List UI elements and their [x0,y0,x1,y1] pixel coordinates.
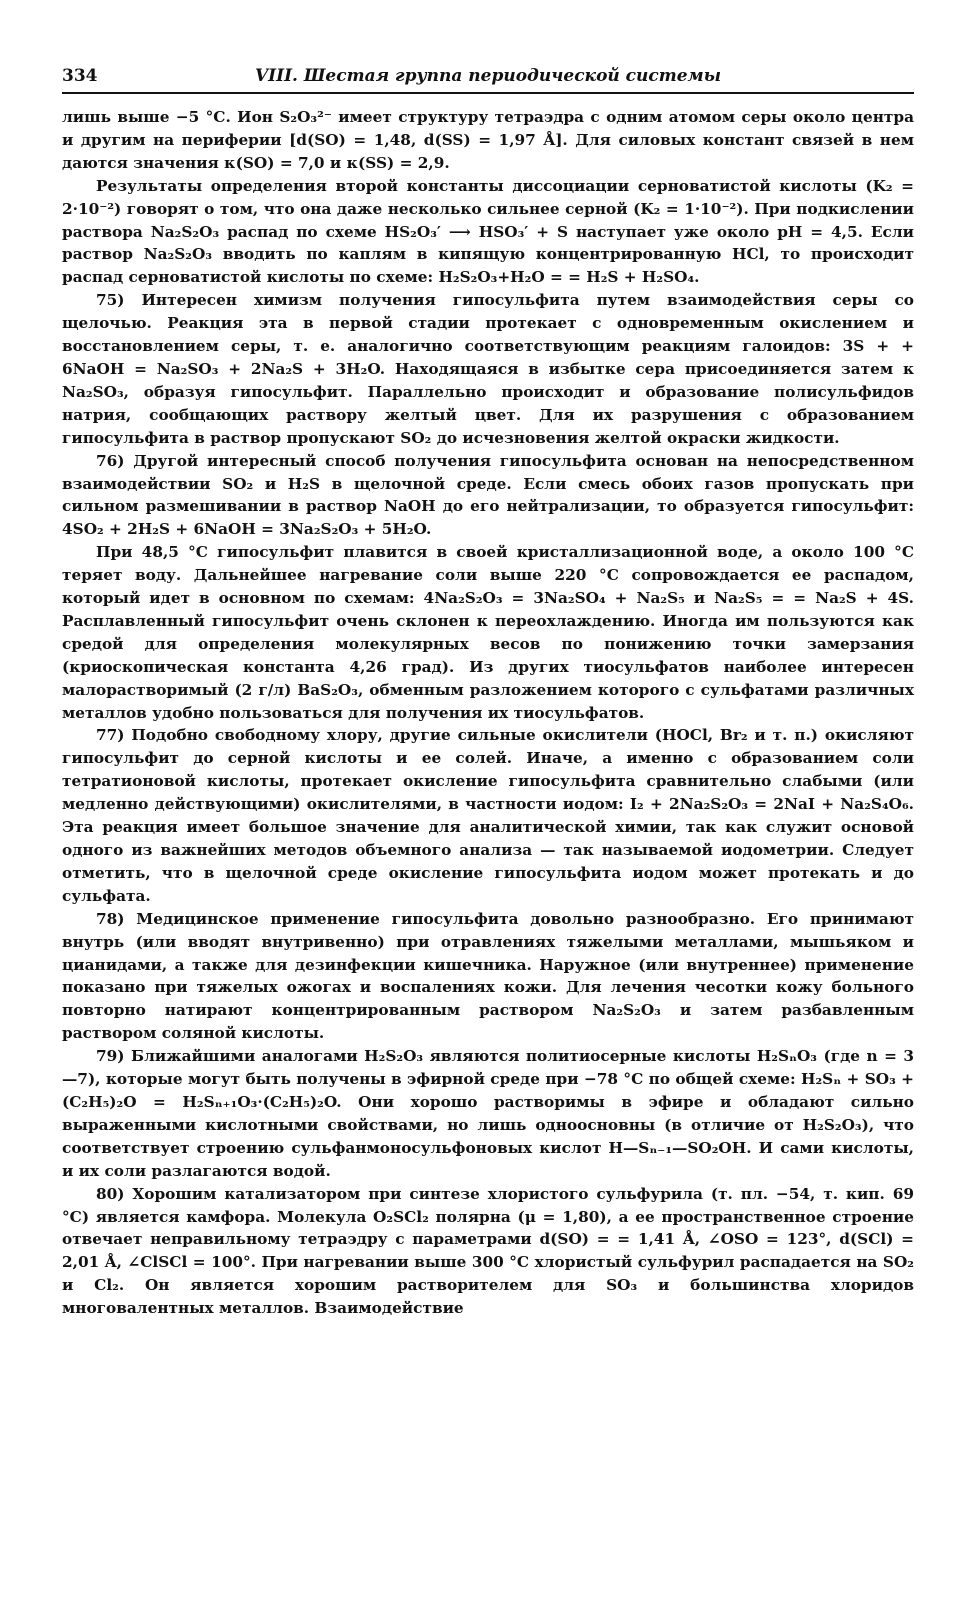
paragraph-note-76: 76) Другой интересный способ получения гипосульфита основан на непосредственном взаимодействии SO₂ и H₂S в щелочной среде. Если смесь обоих газов пропускать при сильном размешивании в раствор NaOH до его нейтрализации, то образуется гипосульфит: 4SO₂ + 2H₂S + 6NaOH = 3Na₂S₂O₃ + 5H₂O. [62,451,914,539]
page-header [62,66,914,94]
paragraph-note-78: 78) Медицинское применение гипосульфита довольно разнообразно. Его принимают внутрь (или вводят внутривенно) при отравлениях тяжелыми металлами, мышьяком и цианидами, а также для дезинфекции кишечника. Наружное (или внутреннее) применение показано при тяжелых ожогах и воспалениях кожи. Для лечения чесотки кожу больного повторно натирают концентрированным раствором Na₂S₂O₃ и затем разбавленным раствором соляной кислоты. [62,909,914,1043]
paragraph-note-77: 77) Подобно свободному хлору, другие сильные окислители (HOCl, Br₂ и т. п.) окисляют гипосульфит до серной кислоты и ее солей. Иначе, а именно с образованием соли тетратионовой кислоты, протекает окисление гипосульфита сравнительно слабыми (или медленно действующими) окислителями, в частности иодом: I₂ + 2Na₂S₂O₃ = 2NaI + Na₂S₄O₆. Эта реакция имеет большое значение для аналитической химии, так как служит основой одного из важнейших методов объемного анализа — так называемой иодометрии. Следует отметить, что в щелочной среде окисление гипосульфита иодом может протекать и до сульфата. [62,726,914,905]
paragraph-note-80: 80) Хорошим катализатором при синтезе хлористого сульфурила (т. пл. −54, т. кип. 69 °С) является камфора. Молекула O₂SCl₂ полярна (μ = 1,80), а ее пространственное строение отвечает неправильному тетраэдру с параметрами d(SO) = = 1,41 Å, ∠OSO = 123°, d(SCl) = 2,01 Å, ∠ClSCl = 100°. При нагревании выше 300 °С хлористый сульфурил распадается на SO₂ и Cl₂. Он является хорошим растворителем для SO₃ и большинства хлоридов многовалентных металлов. Взаимодействие [62,1184,914,1318]
page-number: 334 [62,66,98,86]
paragraph: Результаты определения второй константы диссоциации серноватистой кислоты (K₂ = 2·10⁻²) говорят о том, что она даже несколько сильнее серной (K₂ = 1·10⁻²). При подкислении раствора Na₂S₂O₃ распад по схеме HS₂O₃′ ⟶ HSO₃′ + S наступает уже около pH = 4,5. Если раствор Na₂S₂O₃ вводить по каплям в кипящую концентрированную HCl, то происходит распад серноватистой кислоты по схеме: H₂S₂O₃+H₂O = = H₂S + H₂SO₄. [62,176,914,287]
running-title: VIII. Шестая группа периодической системы [254,66,722,86]
paragraph-note-79: 79) Ближайшими аналогами H₂S₂O₃ являются политиосерные кислоты H₂SₙO₃ (где n = 3—7), которые могут быть получены в эфирной среде при −78 °С по общей схеме: H₂Sₙ + SO₃ + (C₂H₅)₂O = H₂Sₙ₊₁O₃·(C₂H₅)₂O. Они хорошо растворимы в эфире и обладают сильно выраженными кислотными свойствами, но лишь одноосновны (в отличие от H₂S₂O₃), что соответствует строению сульфанмоносульфоновых кислот H—Sₙ₋₁—SO₂OH. И сами кислоты, и их соли разлагаются водой. [62,1047,914,1180]
body-text [62,106,914,1320]
page [62,66,914,1320]
paragraph: При 48,5 °С гипосульфит плавится в своей кристаллизационной воде, а около 100 °С теряет воду. Дальнейшее нагревание соли выше 220 °С сопровождается ее распадом, который идет в основном по схемам: 4Na₂S₂O₃ = 3Na₂SO₄ + Na₂S₅ и Na₂S₅ = = Na₂S + 4S. Расплавленный гипосульфит очень склонен к переохлаждению. Иногда им пользуются как средой для определения молекулярных весов по понижению точки замерзания (криоскопическая константа 4,26 град). Из других тиосульфатов наиболее интересен малорастворимый (2 г/л) BaS₂O₃, обменным разложением которого с сульфатами различных металлов удобно пользоваться для получения их тиосульфатов. [62,543,914,722]
paragraph: лишь выше −5 °С. Ион S₂O₃²⁻ имеет структуру тетраэдра с одним атомом серы около центра и другим на периферии [d(SO) = 1,48, d(SS) = 1,97 Å]. Для силовых констант связей в нем даются значения κ(SO) = 7,0 и κ(SS) = 2,9. [62,108,914,172]
paragraph-note-75: 75) Интересен химизм получения гипосульфита путем взаимодействия серы со щелочью. Реакция эта в первой стадии протекает с одновременным окислением и восстановлением серы, т. е. аналогично соответствующим реакциям галоидов: 3S + + 6NaOH = Na₂SO₃ + 2Na₂S + 3H₂O. Находящаяся в избытке сера присоединяется затем к Na₂SO₃, образуя гипосульфит. Параллельно происходит и образование полисульфидов натрия, сообщающих раствору желтый цвет. Для их разрушения с образованием гипосульфита в раствор пропускают SO₂ до исчезновения желтой окраски жидкости. [62,291,914,447]
